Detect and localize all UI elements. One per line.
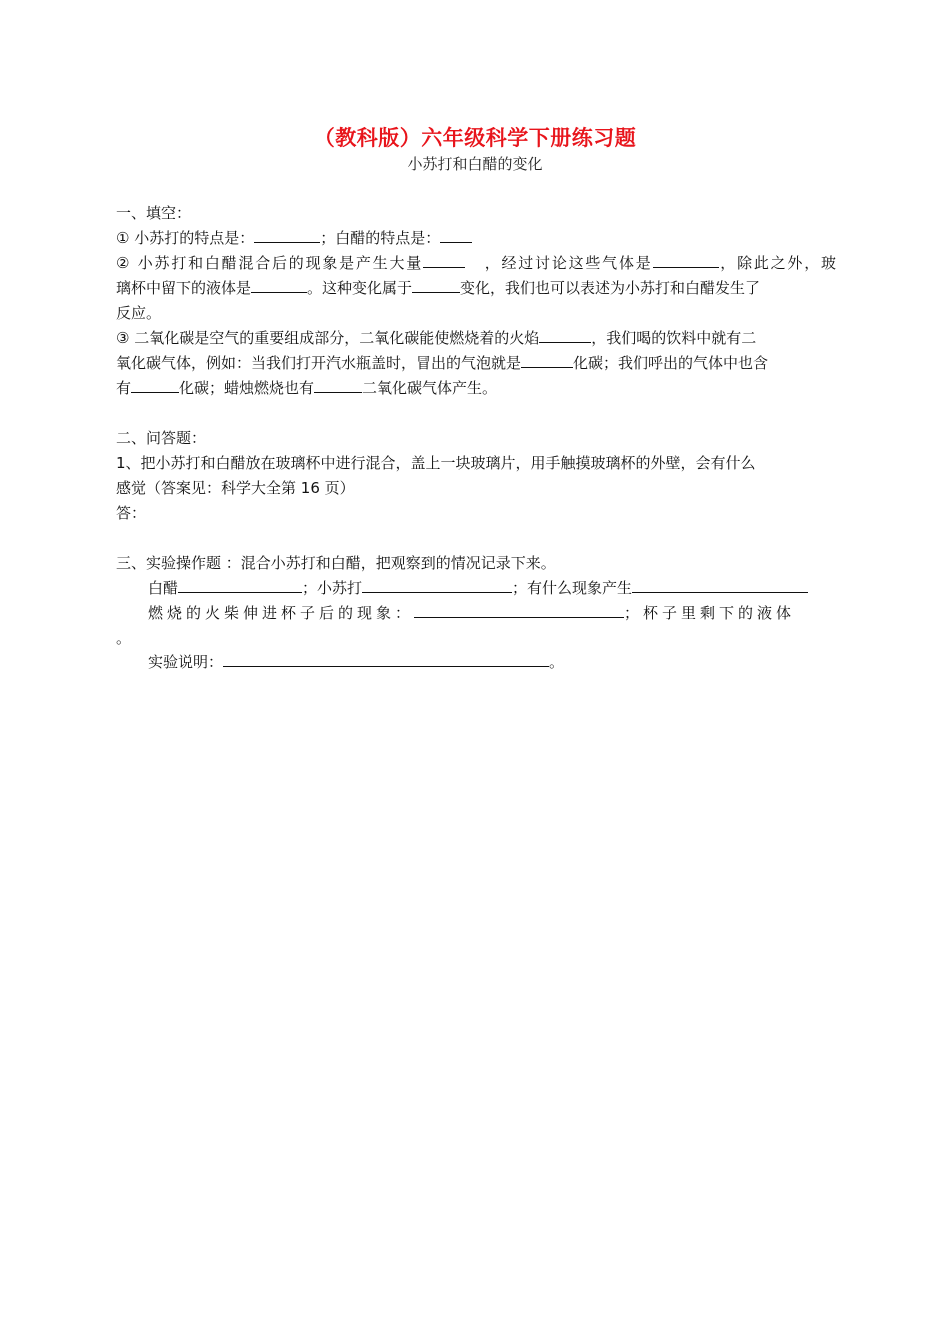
fill-question-3-line3 (116, 378, 497, 398)
fill-question-2-line3: 反应。 (116, 304, 162, 322)
answer-blank[interactable] (440, 228, 472, 243)
q3-text-d: 化碳；我们呼出的气体中也含 (573, 354, 769, 372)
question-1-line1: 1、把小苏打和白醋放在玻璃杯中进行混合，盖上一块玻璃片，用手触摸玻璃杯的外壁，会有什么 (116, 454, 756, 472)
q2-text-a: ② 小苏打和白醋混合后的现象是产生大量 (116, 254, 424, 272)
row1-text-a: 白醋 (148, 579, 179, 597)
answer-blank[interactable] (254, 228, 320, 243)
fill-question-2-line1 (116, 253, 836, 273)
row1-text-b: ；小苏打 (302, 579, 363, 597)
section2-heading: 二、问答题： (116, 429, 207, 447)
row3-text-b: 。 (549, 653, 565, 671)
q2-text-f: 变化，我们也可以表述为小苏打和白醋发生了 (460, 279, 761, 297)
experiment-row-3 (148, 652, 564, 672)
section3-heading: 三、实验操作题 ：混合小苏打和白醋，把观察到的情况记录下来。 (116, 554, 556, 572)
answer-blank[interactable] (414, 603, 624, 618)
document-subtitle: 小苏打和白醋的变化 (407, 155, 543, 173)
answer-blank[interactable] (362, 578, 512, 593)
q2-text-b: ，经过讨论这些气体是 (484, 254, 653, 272)
q3-text-e: 有 (116, 379, 132, 397)
experiment-row-1 (148, 578, 808, 598)
row3-text-a: 实验说明： (148, 653, 224, 671)
q2-text-c: ，除此之外，玻 (718, 254, 836, 272)
q3-text-g: 二氧化碳气体产生。 (362, 379, 498, 397)
experiment-row-2-end: 。 (116, 629, 132, 647)
q1-text-a: ① 小苏打的特点是： (116, 229, 255, 247)
answer-blank[interactable] (521, 353, 573, 368)
answer-blank[interactable] (251, 278, 307, 293)
fill-question-3-line2 (116, 353, 768, 373)
fill-question-3-line1 (116, 328, 756, 348)
answer-blank[interactable] (423, 253, 465, 268)
question-1-line2: 感觉（答案见：科学大全第 16 页） (116, 479, 355, 497)
fill-question-1 (116, 228, 472, 248)
q3-text-b: ，我们喝的饮料中就有二 (591, 329, 757, 347)
q3-text-f: 化碳；蜡烛燃烧也有 (179, 379, 315, 397)
answer-blank[interactable] (653, 253, 719, 268)
q3-text-c: 氧化碳气体，例如：当我们打开汽水瓶盖时，冒出的气泡就是 (116, 354, 522, 372)
q1-text-b: ；白醋的特点是： (320, 229, 441, 247)
section1-heading: 一、填空： (116, 204, 192, 222)
answer-blank[interactable] (632, 578, 808, 593)
answer-label: 答： (116, 504, 147, 522)
answer-blank[interactable] (131, 378, 179, 393)
q2-text-e: 。这种变化属于 (307, 279, 413, 297)
row2-text-a: 燃烧的火柴伸进杯子后的现象： (148, 604, 415, 622)
answer-blank[interactable] (178, 578, 302, 593)
answer-blank[interactable] (539, 328, 591, 343)
experiment-row-2 (148, 603, 836, 623)
q2-text-d: 璃杯中留下的液体是 (116, 279, 252, 297)
answer-blank[interactable] (223, 652, 549, 667)
q3-text-a: ③ 二氧化碳是空气的重要组成部分，二氧化碳能使燃烧着的火焰 (116, 329, 540, 347)
fill-question-2-line2 (116, 278, 760, 298)
document-title: （教科版）六年级科学下册练习题 (313, 126, 637, 150)
answer-blank[interactable] (314, 378, 362, 393)
row2-text-b: ；杯子里剩下的液体 (624, 604, 796, 622)
row1-text-c: ；有什么现象产生 (512, 579, 633, 597)
answer-blank[interactable] (412, 278, 460, 293)
